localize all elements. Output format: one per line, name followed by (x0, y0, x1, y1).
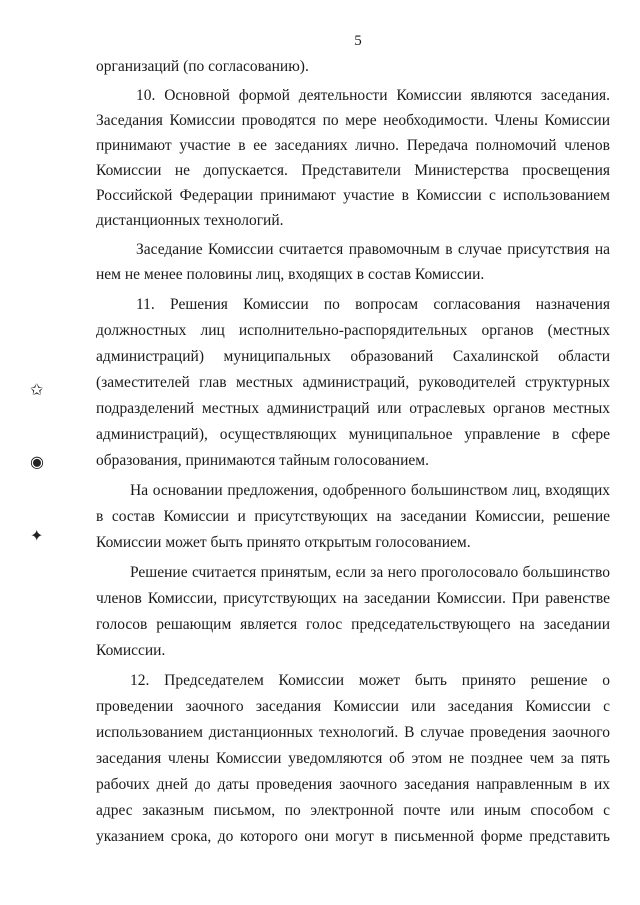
text-line: Заседания Комиссии проводятся по мере необходимости. Члены Комиссии (96, 112, 610, 129)
text-line: подразделений местных администраций или отраслевых органов местных (96, 400, 610, 417)
page-number: 5 (354, 33, 362, 49)
text-line: нем не менее половины лиц, входящих в состав Комиссии. (96, 266, 485, 283)
text-line: администраций), осуществляющих муниципальное управление в сфере (96, 426, 610, 443)
scan-mark-icon: ✩ (30, 380, 44, 399)
scan-mark-icon: ✦ (30, 526, 44, 545)
text-line: в состав Комиссии и присутствующих на заседании Комиссии, решение (96, 508, 610, 525)
text-line: Заседание Комиссии считается правомочным в случае присутствия на (136, 241, 610, 258)
text-line: Комиссии не допускается. Представители Министерства просвещения (96, 162, 610, 179)
scan-mark-icon: ◉ (30, 452, 44, 471)
text-line: заседания члены Комиссии уведомляются об этом не позднее чем за пять (96, 750, 610, 767)
text-line: Комиссии. (96, 642, 166, 659)
text-line: принимают участие в ее заседаниях лично. Передача полномочий членов (96, 137, 610, 154)
text-line: Российской Федерации принимают участие в Комиссии с использованием (96, 187, 610, 204)
text-line: Комиссии может быть принято открытым голосованием. (96, 534, 471, 551)
text-line: 12. Председателем Комиссии может быть принято решение о (130, 672, 610, 689)
text-line: рабочих дней до даты проведения заочного заседания направленным в их (96, 776, 610, 793)
text-line: 10. Основной формой деятельности Комиссии являются заседания. (136, 87, 610, 104)
text-line: использованием дистанционных технологий. В случае проведения заочного (96, 724, 610, 741)
text-line: проведении заочного заседания Комиссии или заседания Комиссии с (96, 698, 610, 715)
text-line: голосов решающим является голос председательствующего на заседании (96, 616, 610, 633)
text-line: указанием срока, до которого они могут в письменной форме представить (96, 828, 610, 845)
text-line: организаций (по согласованию). (96, 58, 309, 75)
text-line: членов Комиссии, присутствующих на заседании Комиссии. При равенстве (96, 590, 610, 607)
text-line: адрес заказным письмом, по электронной почте или иным способом с (96, 802, 610, 819)
text-line: На основании предложения, одобренного большинством лиц, входящих (130, 482, 610, 499)
text-line: образования, принимаются тайным голосованием. (96, 452, 429, 469)
text-line: администраций) муниципальных образований Сахалинской области (96, 348, 610, 365)
text-line: (заместителей глав местных администраций, руководителей структурных (96, 374, 610, 391)
text-line: 11. Решения Комиссии по вопросам согласования назначения (136, 296, 610, 313)
text-line: Решение считается принятым, если за него проголосовало большинство (130, 564, 610, 581)
text-line: должностных лиц исполнительно-распорядительных органов (местных (96, 322, 610, 339)
text-line: дистанционных технологий. (96, 212, 284, 229)
